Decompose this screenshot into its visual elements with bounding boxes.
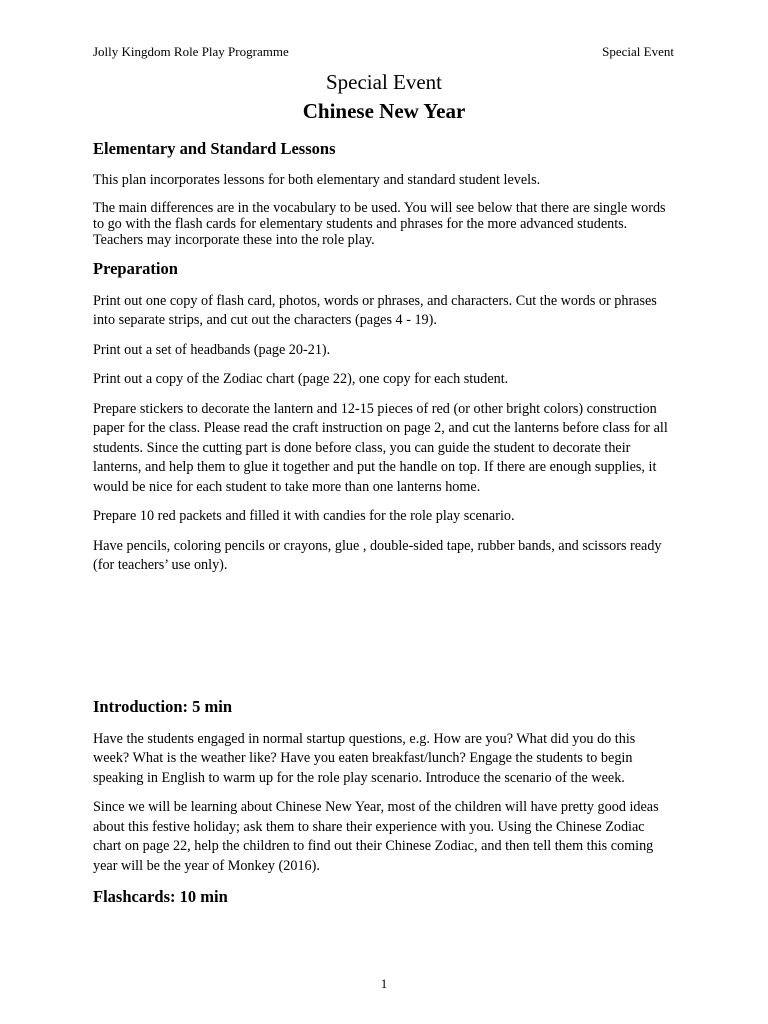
paragraph: Prepare 10 red packets and filled it with candies for the role play scenario. — [93, 508, 515, 524]
section-elementary — [93, 138, 675, 248]
section-heading: Introduction: 5 min — [93, 696, 233, 716]
section-introduction — [93, 696, 675, 877]
paragraph: Since we will be learning about Chinese New Year, most of the children will have pretty good ideas about this festive holiday; ask them to share their experience with you. Using the Chinese Zodiac chart on page 22, help the children to find out their Chinese Zodiac, and then tell them this coming year will be the year of Monkey (2016). — [93, 799, 659, 874]
running-header — [93, 44, 674, 60]
header-programme-name: Jolly Kingdom Role Play Programme — [93, 44, 289, 59]
section-heading: Preparation — [93, 258, 178, 278]
paragraph: Have the students engaged in normal startup questions, e.g. How are you? What did you do this week? What is the weather like? Have you eaten breakfast/lunch? Engage the students to begin speaking in English to warm up for the role play scenario. Introduce the scenario of the week. — [93, 730, 636, 786]
paragraph: Prepare stickers to decorate the lantern and 12-15 pieces of red (or other bright colors) construction paper for the class. Please read the craft instruction on page 2, and cut the lanterns before class for all students. Since the cutting part is done before class, you can guide the student to decorate their lanterns, and help them to glue it together and put the handle on top. If there are enough supplies, it would be nice for each student to take more than one lanterns home. — [93, 400, 668, 495]
paragraph: This plan incorporates lessons for both elementary and standard student levels. — [93, 172, 541, 188]
paragraph: The main differences are in the vocabulary to be used. You will see below that there are single words to go with the flash cards for elementary students and phrases for the more advanced students. Teachers may incorporate these into the role play. — [93, 199, 666, 248]
page-number: 1 — [380, 976, 388, 991]
section-preparation — [93, 258, 675, 576]
document-body — [93, 138, 675, 920]
section-heading: Elementary and Standard Lessons — [93, 139, 336, 158]
document-title: Chinese New Year — [302, 99, 466, 123]
paragraph: Have pencils, coloring pencils or crayons, glue , double-sided tape, rubber bands, and scissors ready (for teachers’ use only). — [93, 537, 662, 573]
paragraph: Print out a set of headbands (page 20-21). — [93, 341, 331, 358]
header-section-name: Special Event — [602, 44, 674, 59]
section-flashcards — [93, 886, 675, 908]
section-heading: Flashcards: 10 min — [93, 887, 228, 906]
paragraph: Print out one copy of flash card, photos, words or phrases, and characters. Cut the words or phrases into separate strips, and cut out the characters (pages 4 - 19). — [93, 292, 657, 328]
paragraph: Print out a copy of the Zodiac chart (page 22), one copy for each student. — [93, 371, 509, 387]
blank-space — [93, 586, 675, 696]
document-subtitle: Special Event — [325, 70, 443, 94]
title-block — [0, 68, 768, 126]
